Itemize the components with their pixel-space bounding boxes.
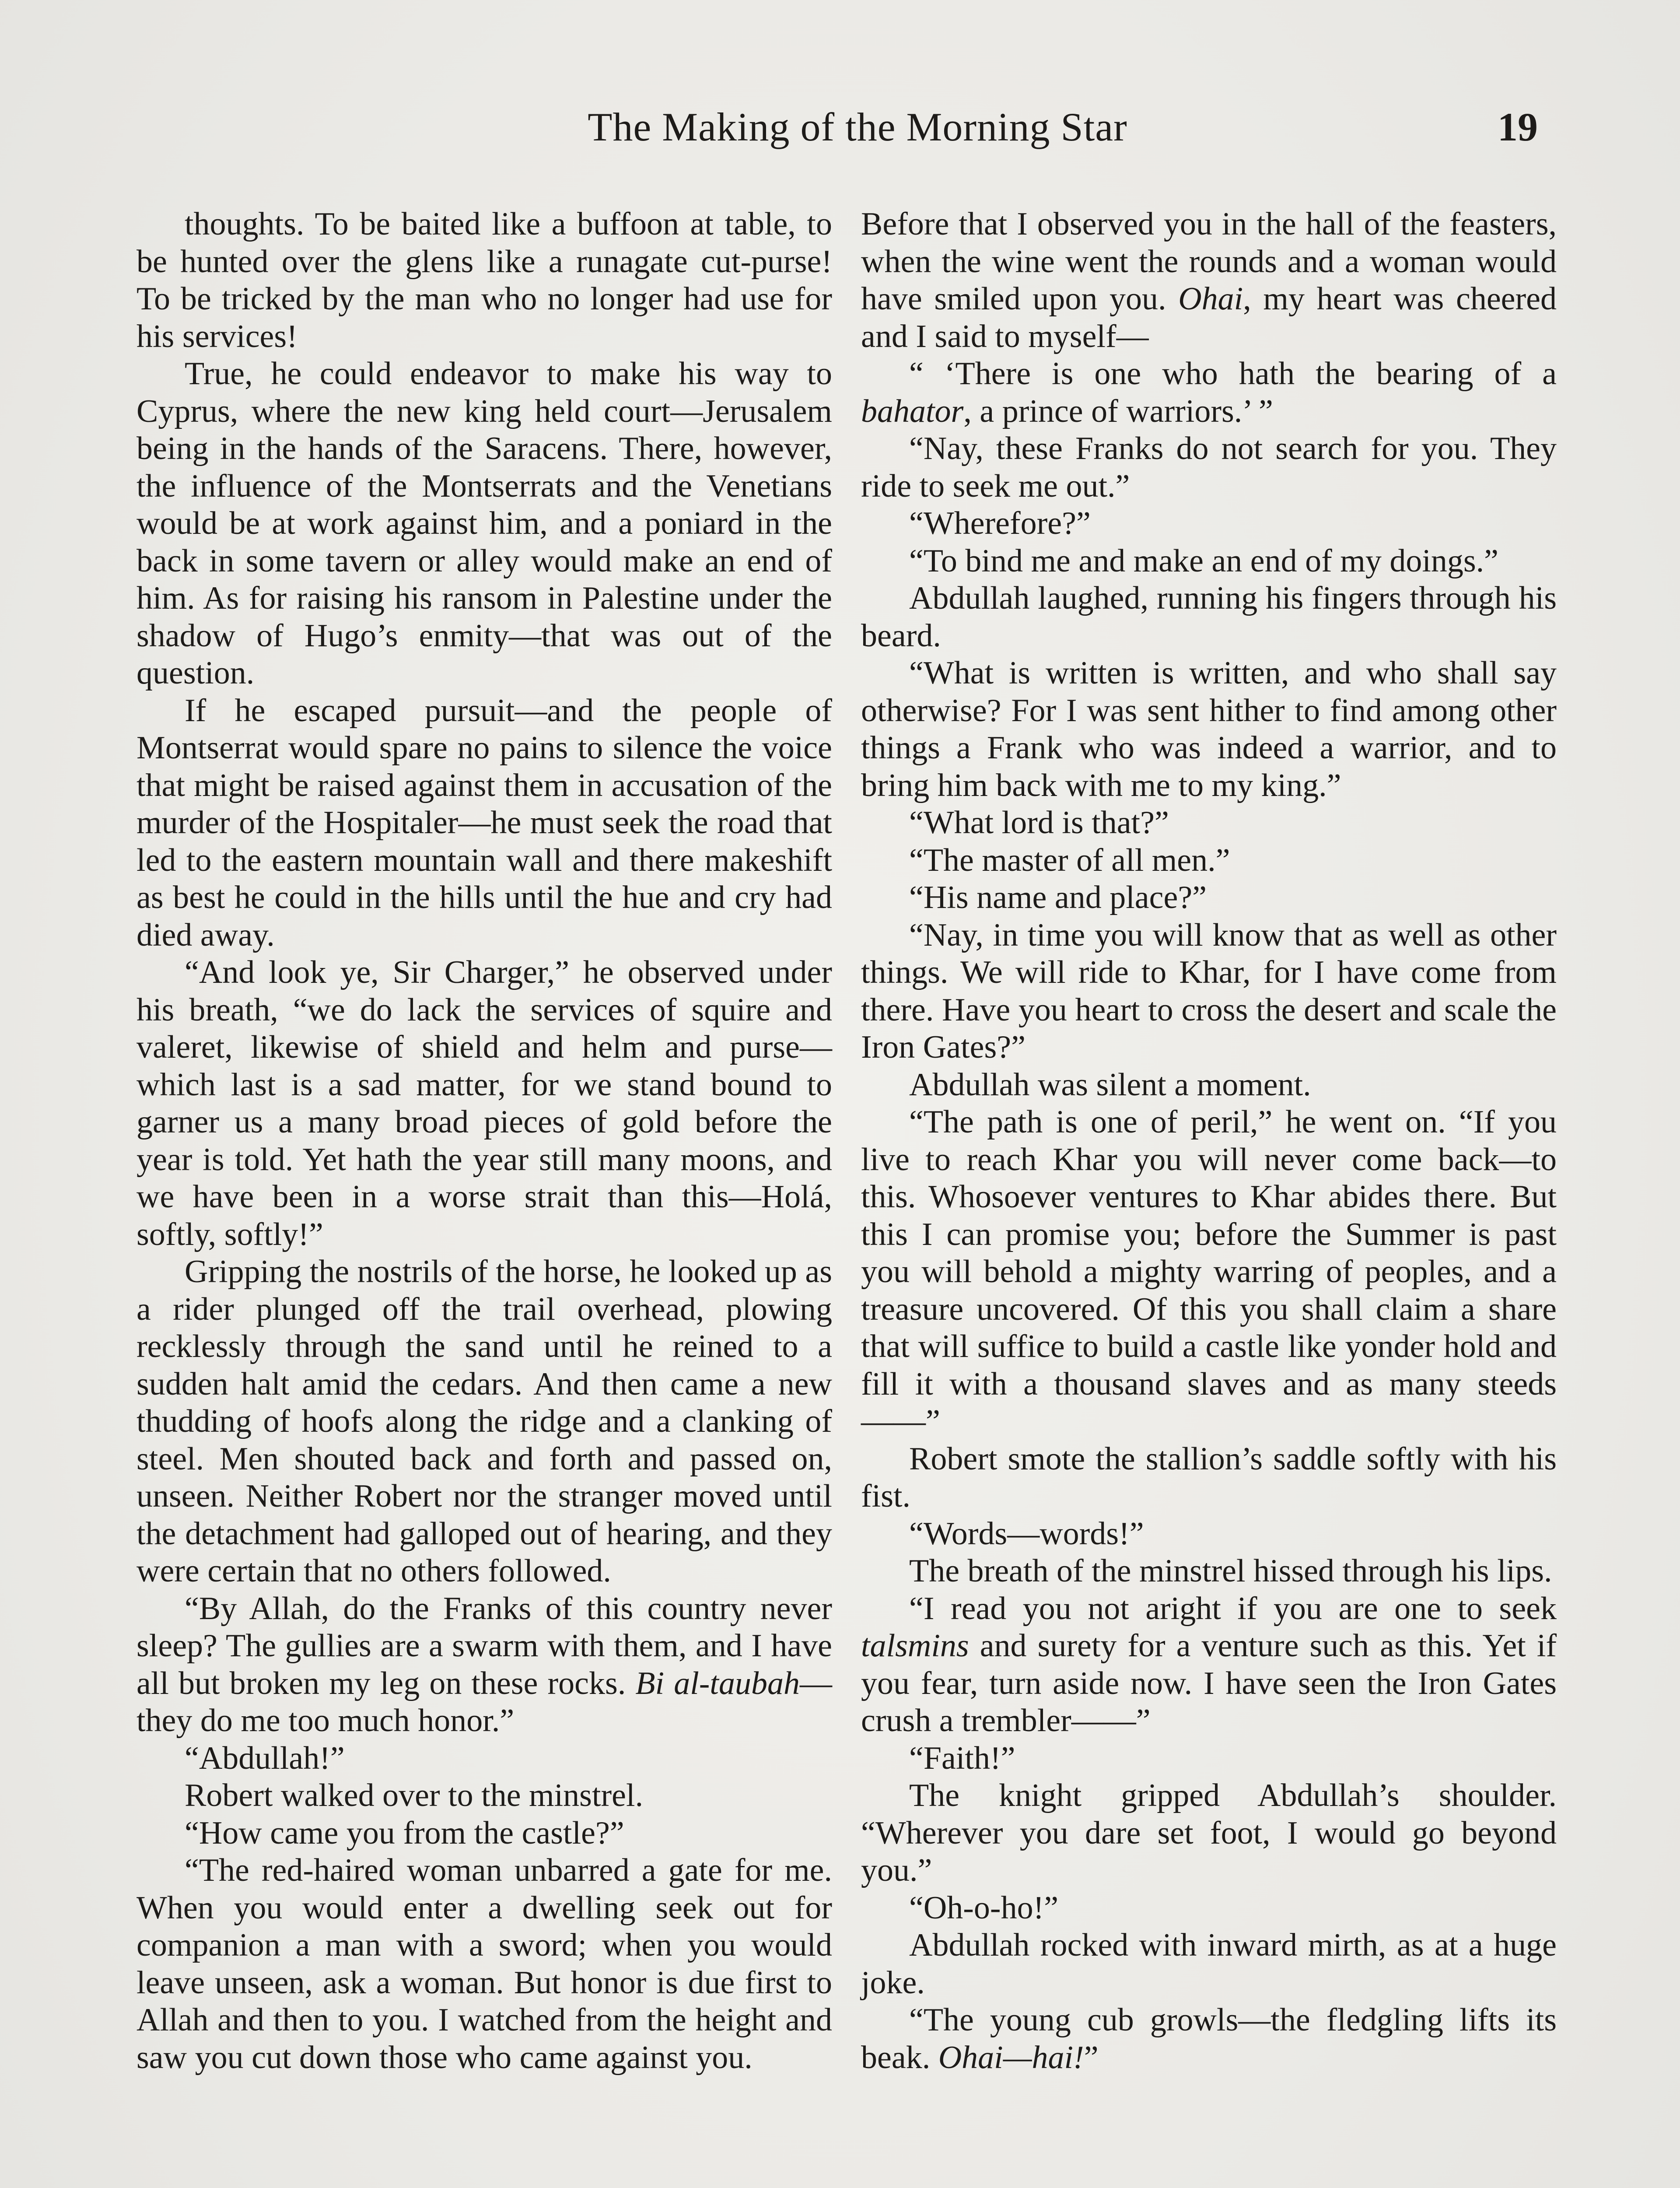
paragraph bbox=[861, 917, 1557, 1066]
paragraph-text: “How came you from the castle?” bbox=[185, 1815, 624, 1851]
paragraph bbox=[136, 1852, 832, 2076]
paragraph bbox=[861, 655, 1557, 804]
paragraph-text: “What is written is written, and who shall say otherwise? For I was sent hither to find among other things a Frank who was indeed a warrior, and to bring him back with me to my king.” bbox=[861, 655, 1557, 803]
paragraph-text: , a prince of warriors.’ ” bbox=[963, 393, 1273, 429]
paragraph bbox=[136, 1253, 832, 1590]
paragraph-text: ” bbox=[1084, 2039, 1099, 2076]
right-text-column bbox=[861, 206, 1557, 2076]
paragraph-text: “Words—words!” bbox=[909, 1515, 1144, 1552]
paragraph bbox=[861, 1890, 1557, 1927]
paragraph-text: thoughts. To be baited like a buffoon at table, to be hunted over the glens like a runagate cut-purse! To be tricked by the man who no longer had use for his services! bbox=[136, 206, 832, 354]
paragraph bbox=[861, 430, 1557, 505]
paragraph bbox=[861, 1066, 1557, 1104]
page-number: 19 bbox=[1498, 105, 1538, 149]
paragraph bbox=[136, 355, 832, 692]
paragraph bbox=[136, 1815, 832, 1852]
paragraph-text: True, he could endeavor to make his way to Cyprus, where the new king held court—Jerusalem being in the hands of the Saracens. There, however, the influence of the Montserrats and the Venetians would be at work against him, and a poniard in the back in some tavern or alley would make an end of him. As for raising his ransom in Palestine under the shadow of Hugo’s enmity—that was out of the question. bbox=[136, 356, 832, 691]
paragraph-text: “The master of all men.” bbox=[909, 842, 1230, 878]
paragraph bbox=[861, 1553, 1557, 1590]
paragraph-text: “Wherefore?” bbox=[909, 505, 1091, 541]
paragraph-text: “Abdullah!” bbox=[185, 1740, 345, 1776]
paragraph bbox=[861, 505, 1557, 543]
paragraph-text: Robert walked over to the minstrel. bbox=[185, 1778, 644, 1813]
paragraph-text: Abdullah rocked with inward mirth, as at a huge joke. bbox=[861, 1927, 1557, 2001]
paragraph-text: Before that I observed you in the hall of the feasters, when the wine went the rounds and a woman would have smiled upon you. bbox=[861, 206, 1557, 317]
paragraph-text: “I read you not aright if you are one to seek bbox=[909, 1590, 1557, 1627]
paragraph bbox=[136, 1777, 832, 1815]
paragraph bbox=[136, 1590, 832, 1740]
paragraph-text: Abdullah was silent a moment. bbox=[909, 1066, 1311, 1103]
paragraph-text: “Faith!” bbox=[909, 1740, 1015, 1776]
italic-phrase: Ohai—hai! bbox=[938, 2039, 1084, 2076]
left-text-column bbox=[136, 206, 832, 2076]
paragraph bbox=[861, 804, 1557, 842]
paragraph-text: “His name and place?” bbox=[909, 880, 1207, 915]
paragraph-text: “The red-haired woman unbarred a gate for me. When you would enter a dwelling seek out for companion a man with a sword; when you would leave unseen, ask a woman. But honor is due first to Allah and then to you. I watched from the height and saw you cut down those who came against you. bbox=[136, 1852, 832, 2076]
paragraph-text: Abdullah laughed, running his fingers through his beard. bbox=[861, 580, 1557, 654]
paragraph bbox=[861, 879, 1557, 917]
paragraph bbox=[861, 1927, 1557, 2002]
paragraph-text: “ ‘There is one who hath the bearing of a bbox=[909, 356, 1557, 392]
paragraph-text: “The path is one of peril,” he went on. “If you live to reach Khar you will never come back—to this. Whosoever ventures to Khar abides there. But this I can promise you; before the Summer is past you will behold a mighty warring of peoples, and a treasure uncovered. Of this you shall claim a share that will suffice to build a castle like yonder hold and fill it with a thousand slaves and as many steeds——” bbox=[861, 1104, 1557, 1439]
paragraph bbox=[861, 1590, 1557, 1740]
paragraph bbox=[861, 1777, 1557, 1890]
paragraph-text: The breath of the minstrel hissed through his lips. bbox=[909, 1553, 1552, 1589]
paragraph bbox=[136, 954, 832, 1253]
paragraph bbox=[861, 842, 1557, 880]
paragraph bbox=[861, 2002, 1557, 2076]
paragraph-text: “The young cub growls—the fledgling lifts its beak. bbox=[861, 2002, 1557, 2076]
paragraph-text: “To bind me and make an end of my doings.” bbox=[909, 543, 1499, 579]
paragraph bbox=[861, 1441, 1557, 1515]
italic-phrase: bahator bbox=[861, 393, 964, 429]
paragraph-text: —they do me too much honor.” bbox=[136, 1665, 832, 1739]
paragraph-text: “Nay, these Franks do not search for you. They ride to seek me out.” bbox=[861, 431, 1557, 504]
paragraph-text: Robert smote the stallion’s saddle softly with his fist. bbox=[861, 1441, 1557, 1514]
paragraph bbox=[861, 580, 1557, 655]
paragraph bbox=[136, 692, 832, 954]
italic-phrase: Bi al-taubah bbox=[635, 1665, 800, 1701]
paragraph-text: If he escaped pursuit—and the people of Montserrat would spare no pains to silence the voice that might be raised against them in accusation of the murder of the Hospitaler—he must seek the road that led to the eastern mountain wall and there makeshift as best he could in the hills until the hue and cry had died away. bbox=[136, 692, 832, 953]
paragraph bbox=[136, 1740, 832, 1778]
paragraph-text: , my heart was cheered and I said to myself— bbox=[861, 281, 1557, 354]
paragraph bbox=[861, 543, 1557, 580]
paragraph-text: The knight gripped Abdullah’s shoulder. “Wherever you dare set foot, I would go beyond you.” bbox=[861, 1778, 1557, 1888]
paragraph bbox=[861, 206, 1557, 355]
paragraph-text: and surety for a venture such as this. Yet if you fear, turn aside now. I have seen the Iron Gates crush a trembler——” bbox=[861, 1628, 1557, 1739]
paragraph-text: “By Allah, do the Franks of this country never sleep? The gullies are a swarm with them, and I have all but broken my leg on these rocks. bbox=[136, 1590, 832, 1701]
paragraph-text: “Oh-o-ho!” bbox=[909, 1890, 1059, 1926]
running-title: The Making of the Morning Star bbox=[588, 105, 1127, 149]
paragraph bbox=[861, 1740, 1557, 1778]
italic-phrase: Ohai bbox=[1178, 281, 1243, 317]
paragraph-text: “Nay, in time you will know that as well as other things. We will ride to Khar, for I have come from there. Have you heart to cross the desert and scale the Iron Gates?” bbox=[861, 917, 1557, 1065]
paragraph bbox=[861, 1515, 1557, 1553]
paragraph-text: Gripping the nostrils of the horse, he looked up as a rider plunged off the trail overhead, plowing recklessly through the sand until he reined to a sudden halt amid the cedars. And then came a new thudding of hoofs along the ridge and a clanking of steel. Men shouted back and forth and passed on, unseen. Neither Robert nor the stranger moved until the detachment had galloped out of hearing, and they were certain that no others followed. bbox=[136, 1254, 832, 1589]
paragraph bbox=[861, 355, 1557, 430]
paragraph bbox=[136, 206, 832, 355]
italic-phrase: talsmins bbox=[861, 1628, 969, 1664]
paragraph-text: “And look ye, Sir Charger,” he observed under his breath, “we do lack the services of squire and valeret, likewise of shield and helm and purse—which last is a sad matter, for we stand bound to garner us a many broad pieces of gold before the year is told. Yet hath the year still many moons, and we have been in a worse strait than this—Holá, softly, softly!” bbox=[136, 954, 832, 1252]
paragraph bbox=[861, 1104, 1557, 1441]
paragraph-text: “What lord is that?” bbox=[909, 805, 1169, 841]
